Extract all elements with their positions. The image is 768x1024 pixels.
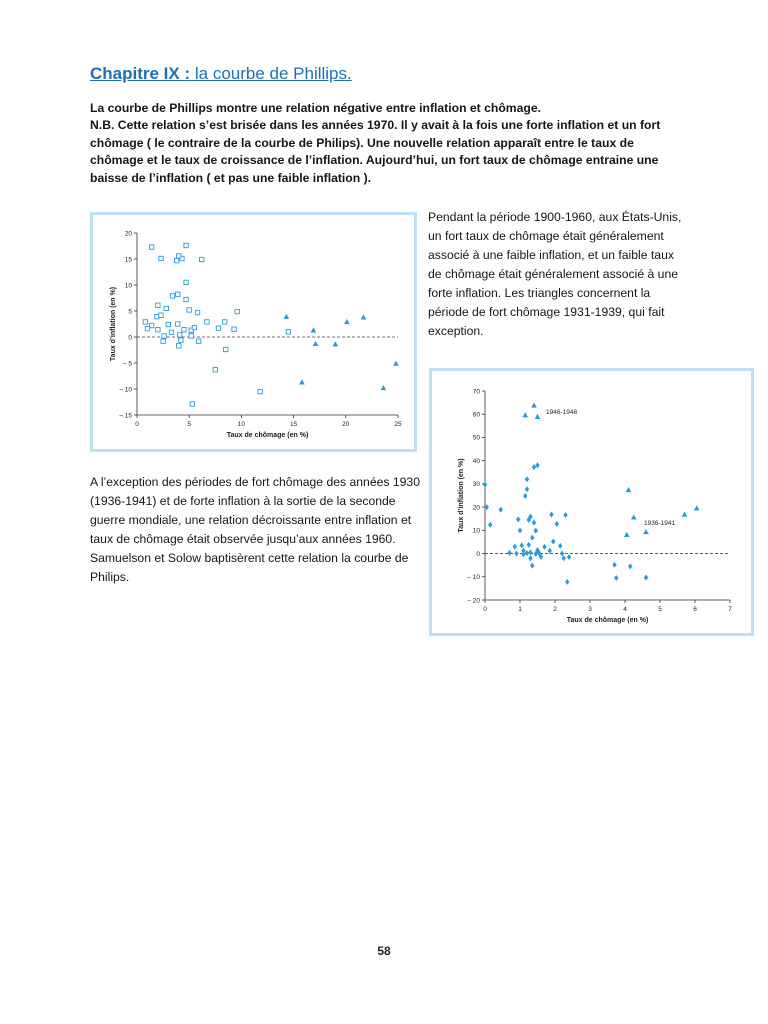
data-point-diamond (525, 476, 529, 482)
data-point-triangle (643, 529, 649, 534)
data-point-square (177, 344, 181, 348)
data-point-triangle (311, 327, 317, 332)
x-tick-label: 5 (187, 421, 192, 428)
x-axis-title: Taux de chômage (en %) (226, 432, 309, 439)
data-point-square (224, 347, 228, 351)
data-point-square (213, 368, 217, 372)
data-point-square (286, 330, 290, 334)
data-point-diamond (507, 550, 511, 556)
data-point-diamond (565, 579, 569, 585)
x-tick-label: 4 (623, 606, 627, 613)
data-point-triangle (361, 314, 367, 319)
x-tick-label: 6 (693, 606, 697, 613)
chapter-number: Chapitre IX : (90, 64, 191, 83)
data-point-square (162, 334, 166, 338)
data-point-diamond (555, 521, 559, 527)
data-point-square (169, 330, 173, 334)
data-point-triangle (299, 379, 305, 384)
data-point-diamond (567, 554, 571, 560)
data-point-diamond (525, 486, 529, 492)
data-point-square (189, 334, 193, 338)
x-tick-label: 25 (394, 421, 402, 428)
data-point-diamond (534, 528, 538, 534)
data-point-diamond (514, 551, 518, 557)
page-number: 58 (377, 944, 391, 958)
data-point-triangle (333, 341, 339, 346)
data-point-triangle (344, 319, 350, 324)
x-tick-label: 3 (588, 606, 592, 613)
y-tick-label: 60 (472, 411, 480, 419)
phillips-chart-1900-1960 (90, 212, 417, 452)
data-point-square (195, 310, 199, 314)
x-tick-label: 0 (135, 421, 139, 428)
x-tick-label: 10 (237, 421, 246, 428)
data-point-square (182, 328, 186, 332)
y-axis-title: Taux d’inflation (en %) (458, 458, 465, 533)
chart-annotation: 1946-1948 (546, 409, 578, 416)
data-point-diamond (530, 563, 534, 569)
chart-1-canvas (93, 215, 414, 449)
x-tick-label: 5 (658, 606, 662, 613)
data-point-square (258, 389, 262, 393)
data-point-square (232, 327, 236, 331)
data-point-square (176, 292, 180, 296)
data-point-square (184, 297, 188, 301)
data-point-diamond (612, 562, 616, 568)
data-point-square (200, 257, 204, 261)
data-point-square (179, 338, 183, 342)
data-point-square (166, 322, 170, 326)
data-point-square (216, 326, 220, 330)
intro-line-1: La courbe de Phillips montre une relation négative entre inflation et chômage. (90, 101, 542, 115)
data-point-triangle (381, 385, 387, 390)
data-point-square (178, 333, 182, 337)
intro-line-2: N.B. Cette relation s’est brisée dans les années 1970. Il y avait à la fois une forte inflation et un fort chômage ( le contraire de la courbe de Philips). Une nouvelle relation apparaît entre le taux de chômage et le taux de croissance de l’inflation. Aujourd’hui, un fort taux de chômage entraine une baisse de l’inflation ( et pas une faible inflation ). (90, 118, 661, 185)
data-point-square (184, 280, 188, 284)
data-point-triangle (631, 514, 637, 519)
data-point-square (143, 320, 147, 324)
chart-annotation: 1936-1941 (644, 520, 676, 527)
y-tick-label: 5 (128, 308, 132, 316)
x-tick-label: 2 (553, 606, 557, 613)
data-point-diamond (521, 551, 525, 557)
y-tick-label: – 10 (467, 574, 480, 582)
data-point-square (156, 328, 160, 332)
y-tick-label: 0 (128, 334, 132, 342)
data-point-triangle (531, 402, 537, 407)
y-tick-label: – 15 (119, 412, 132, 420)
intro-block (90, 100, 690, 187)
y-tick-label: – 10 (119, 386, 132, 394)
phillips-chart-unemployment-0-7 (429, 368, 754, 636)
data-point-diamond (528, 549, 532, 555)
data-point-triangle (393, 361, 399, 366)
data-point-square (192, 325, 196, 329)
data-point-square (159, 256, 163, 260)
data-point-diamond (549, 512, 553, 518)
data-point-triangle (624, 532, 630, 537)
data-point-square (156, 303, 160, 307)
data-point-square (205, 320, 209, 324)
x-tick-label: 0 (483, 606, 487, 613)
data-point-triangle (535, 414, 541, 419)
data-point-square (190, 402, 194, 406)
y-axis-title: Taux d’inflation (en %) (110, 286, 117, 362)
data-point-diamond (563, 512, 567, 518)
data-point-triangle (522, 412, 528, 417)
data-point-square (161, 339, 165, 343)
y-tick-label: 30 (472, 481, 480, 489)
data-point-diamond (548, 548, 552, 554)
right-paragraph: Pendant la période 1900-1960, aux États-Unis, un fort taux de chômage était généralement associé à une faible inflation, et un faible taux de chômage était généralement associé à une forte inflation. Les triangles concernent la période de fort chômage 1931-1939, qui fait exception. (428, 210, 682, 338)
y-tick-label: 50 (472, 434, 480, 442)
y-tick-label: – 20 (467, 597, 480, 605)
y-tick-label: – 5 (122, 360, 132, 368)
data-point-square (145, 326, 149, 330)
data-point-diamond (542, 544, 546, 550)
data-point-square (164, 306, 168, 310)
data-point-diamond (518, 527, 522, 533)
data-point-square (187, 308, 191, 312)
data-point-diamond (558, 543, 562, 549)
data-point-square (177, 254, 181, 258)
data-point-diamond (628, 563, 632, 569)
y-tick-label: 15 (124, 256, 132, 264)
y-tick-label: 0 (476, 550, 480, 558)
data-point-diamond (513, 544, 517, 550)
data-point-square (235, 309, 239, 313)
y-tick-label: 10 (124, 282, 132, 290)
data-point-square (196, 339, 200, 343)
data-point-square (149, 245, 153, 249)
data-point-triangle (626, 487, 632, 492)
x-tick-label: 20 (342, 421, 350, 428)
chapter-subject: la courbe de Phillips. (194, 64, 352, 83)
data-point-square (170, 294, 174, 298)
y-tick-label: 20 (124, 230, 132, 238)
data-point-square (174, 258, 178, 262)
data-point-square (222, 320, 226, 324)
data-point-diamond (551, 538, 555, 544)
data-point-diamond (516, 516, 520, 522)
x-tick-label: 1 (518, 606, 522, 613)
data-point-triangle (313, 341, 319, 346)
x-tick-label: 15 (289, 421, 298, 428)
data-point-diamond (530, 535, 534, 541)
data-point-square (159, 313, 163, 317)
x-tick-label: 7 (728, 606, 732, 613)
data-point-triangle (694, 505, 700, 510)
data-point-diamond (527, 542, 531, 548)
y-tick-label: 10 (472, 527, 480, 535)
data-point-square (176, 322, 180, 326)
data-point-triangle (682, 512, 688, 517)
data-point-diamond (523, 493, 527, 499)
data-point-diamond (483, 482, 487, 488)
data-point-diamond (520, 542, 524, 548)
left-paragraph: A l’exception des périodes de fort chômage des années 1930 (1936-1941) et de forte inflation à la sortie de la seconde guerre mondiale, une relation décroissante entre inflation et taux de chômage était observée jusqu’aux années 1960. Samuelson et Solow baptisèrent cette relation la courbe de Philips. (90, 475, 420, 584)
data-point-square (184, 243, 188, 247)
data-point-diamond (528, 555, 532, 561)
y-tick-label: 70 (472, 388, 480, 396)
data-point-diamond (644, 574, 648, 580)
chart-2-canvas (432, 371, 751, 633)
data-point-diamond (499, 507, 503, 513)
data-point-triangle (283, 314, 289, 319)
data-point-diamond (614, 575, 618, 581)
x-axis-title: Taux de chômage (en %) (566, 617, 649, 624)
y-tick-label: 20 (472, 504, 480, 512)
chapter-title (90, 64, 352, 84)
data-point-diamond (532, 520, 536, 526)
y-tick-label: 40 (472, 457, 480, 465)
data-point-diamond (488, 522, 492, 528)
